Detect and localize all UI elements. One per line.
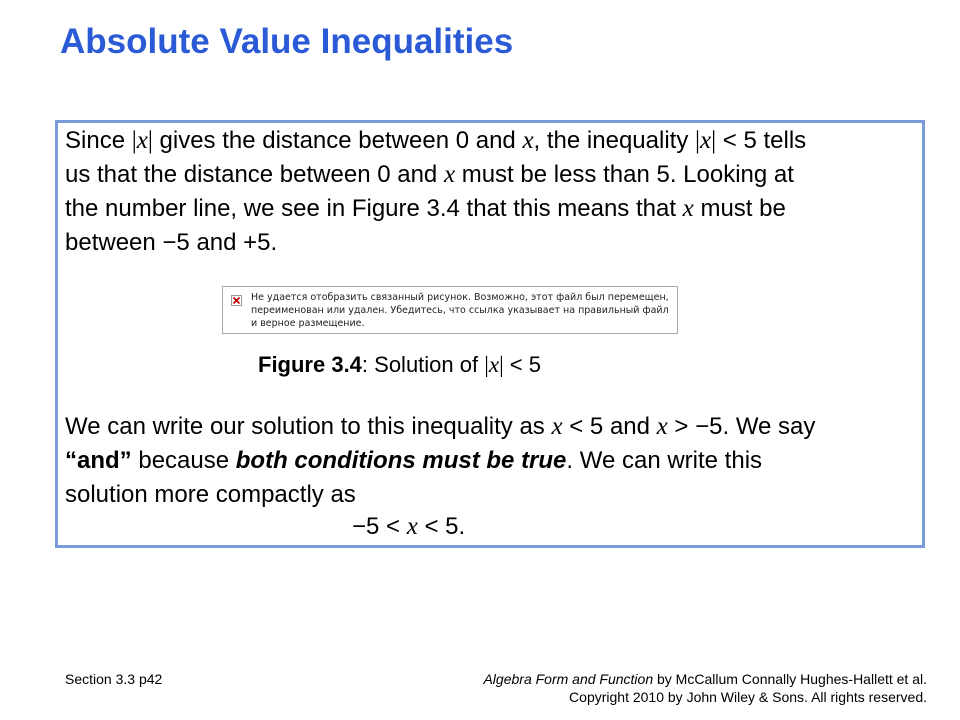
paragraph-2 xyxy=(65,410,915,512)
var-x: x xyxy=(443,161,456,188)
copyright: Copyright 2010 by John Wiley & Sons. All rights reserved. xyxy=(569,689,927,705)
text: the number line, we see in Figure 3.4 that this means that xyxy=(65,195,683,222)
text: > −5. We say xyxy=(667,413,816,440)
broken-image-x-icon xyxy=(231,295,242,306)
broken-image-message: Не удается отобразить связанный рисунок. Возможно, этот файл был перемещен, переименован или удален. Убедитесь, что ссылка указывает на правильный файл и верное размещение. xyxy=(251,292,669,329)
var-x: x xyxy=(406,513,418,540)
var-x: x xyxy=(682,195,694,222)
text: solution more compactly as xyxy=(65,481,356,508)
book-title: Algebra Form and Function xyxy=(483,671,654,687)
footer-section: Section 3.3 p42 xyxy=(65,671,163,687)
text: between −5 and +5. xyxy=(65,229,278,256)
text: −5 < xyxy=(352,513,407,540)
text: us that the distance between 0 and xyxy=(65,161,444,188)
abs-bar: | xyxy=(711,127,717,154)
abs-bar: | xyxy=(694,127,700,154)
text: , the inequality xyxy=(533,127,695,154)
text: must be less than 5. Looking at xyxy=(455,161,794,188)
text: must be xyxy=(693,195,786,222)
broken-image-placeholder xyxy=(222,286,678,334)
text: < 5. xyxy=(417,513,466,540)
footer-citation xyxy=(483,670,927,706)
text: We can write our solution to this inequality as xyxy=(65,413,552,440)
compact-inequality xyxy=(352,510,465,544)
figure-caption xyxy=(258,350,541,380)
var-x: x xyxy=(136,127,148,154)
text: : Solution of xyxy=(361,352,485,377)
abs-bar: | xyxy=(131,127,137,154)
text: . We can write this xyxy=(566,447,763,474)
var-x: x xyxy=(551,413,563,440)
book-authors: by McCallum Connally Hughes-Hallett et al. xyxy=(653,671,927,687)
slide-title: Absolute Value Inequalities xyxy=(60,22,514,61)
and-emphasis: “and” xyxy=(65,447,132,474)
conditions-emphasis: both conditions must be true xyxy=(235,447,567,474)
abs-bar: | xyxy=(484,352,489,377)
text: < 5 xyxy=(503,352,541,377)
var-x: x xyxy=(522,127,534,154)
var-x: x xyxy=(700,127,712,154)
text: Since xyxy=(65,127,132,154)
text: gives the distance between 0 and xyxy=(152,127,523,154)
text: < 5 and xyxy=(562,413,657,440)
abs-bar: | xyxy=(147,127,153,154)
abs-bar: | xyxy=(499,352,504,377)
figure-label: Figure 3.4 xyxy=(258,352,362,377)
var-x: x xyxy=(656,413,668,440)
text: < 5 tells xyxy=(716,127,807,154)
var-x: x xyxy=(488,352,500,377)
paragraph-1 xyxy=(65,124,915,260)
text: because xyxy=(131,447,236,474)
